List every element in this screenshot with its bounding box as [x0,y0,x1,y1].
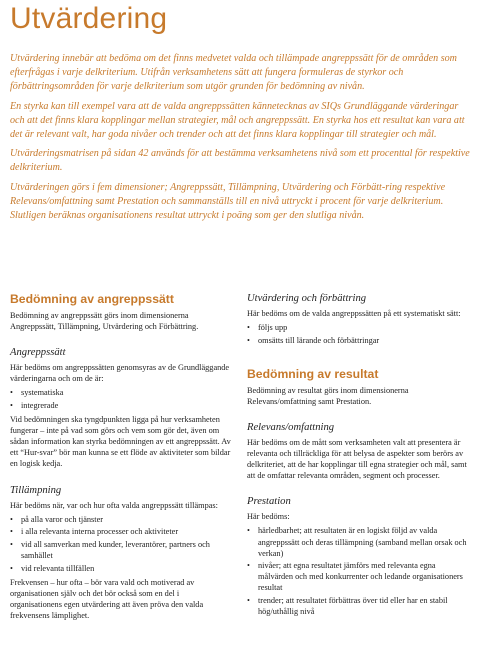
tillampning-text: Här bedöms när, var och hur ofta valda angreppssätt tillämpas: [10,500,218,510]
tillampning-list [10,514,232,574]
subheading-tillampning: Tillämpning [10,484,62,496]
page-title: Utvärdering [10,2,168,35]
section-intro-text: Bedömning av angreppssätt görs inom dimensionerna Angreppssätt, Tillämpning, Utvärdering och Förbättring. [10,311,199,332]
subheading-utvardering: Utvärdering och förbättring [247,293,367,304]
intro-paragraph: Utvärderingsmatrisen på sidan 42 används för att bestämma verksamhetens nivå som ett procenttal för respektive delkriterium. [10,148,470,174]
list-item: • följs upp [247,322,469,333]
tillampning-after-text: Frekvensen – hur ofta – bör vara vald och motiverad av organisationen själv och det bör också som en del i organisationens egen utvärdering att även pröva den valda frekvensens lämplighet. [10,577,204,620]
section-intro-text: Bedömning av resultat görs inom dimensionerna Relevans/omfattning samt Prestation. [247,385,409,406]
angreppssatt-list [10,387,232,411]
section-heading-angreppssatt: Bedömning av angreppssätt [10,292,174,306]
list-item: • i alla relevanta interna processer och aktiviteter [10,526,232,537]
intro-paragraph: Utvärderingen görs i fem dimensioner; Angreppssätt, Tillämpning, Utvärdering och Förbätt-ring respektive Relevans/omfattning samt Prestation och sammanställs till en nivå uttryckt i procent för varje delkriterium. Slutligen beräknas organisationens resultat uttryckt i poäng som ger den slutliga nivån. [10,182,446,222]
prestation-list [247,525,469,617]
relevans-text: Här bedöms om de mått som verksamheten valt att presentera är relevanta och tillräckliga för att belysa de aspekter som berörs av delkriteriet, att de har kopplingar till egna strategier och mål, samt att de omfattar relevanta områden, segment och processer. [247,437,467,481]
angreppssatt-after-text: Vid bedömningen ska tyngdpunkten ligga på hur verksamheten fungerar – inte på vad som görs och vem som gör det, även om sådan information kan styrka bedömningen av ett angreppssätt. Av ett “Hur-svar” bör man kunna se ett flöde av aktiviteter som bildar en logisk kedja. [10,415,231,469]
section-heading-resultat: Bedömning av resultat [247,366,379,381]
subheading-relevans: Relevans/omfattning [247,421,335,433]
angreppssatt-text: Här bedöms om angreppssätten genomsyras av de Grundläggande värderingarna och om de är: [10,363,230,384]
list-item: • omsätts till lärande och förbättringar [247,335,469,346]
intro-paragraph: En styrka kan till exempel vara att de valda angreppssätten kännetecknas av SIQs Grundläggande värderingar och att det finns klara kopplingar mellan strategier, mål och angreppssätt. En styrka hos ett resultat kan vara att det är relevant valt, har goda nivåer och trender och att det finns klara kopplingar till strategier och mål. [10,100,465,140]
subheading-prestation: Prestation [247,496,291,508]
list-item: • på alla varor och tjänster [10,514,232,525]
intro-section [10,52,472,229]
list-item: • vid all samverkan med kunder, leverantörer, partners och samhället [10,539,232,561]
intro-paragraph: Utvärdering innebär att bedöma om det finns medvetet valda och tillämpade angreppssätt för de områden som efterfrågas i varje delkriterium. Utifrån verksamhetens sätt att fungera formuleras de styrkor och förbättringsområden för varje delkriterium som utgör grunden för bedömning av nivån. [10,53,457,92]
list-item: • härledbarhet; att resultaten är en logiskt följd av valda angreppssätt och deras tillämpning (samband mellan orsak och verkan) [247,525,469,558]
subheading-angreppssatt: Angreppssätt [10,347,66,359]
prestation-text: Här bedöms: [247,512,290,522]
list-item: • trender; att resultatet förbättras över tid eller har en stabil hög/uthållig nivå [247,595,469,617]
left-column [10,292,232,624]
list-item: • nivåer; att egna resultatet jämförs med relevanta egna målvärden och med konkurrenter och ledande organisationers resultat [247,560,469,593]
list-item: • integrerade [10,400,232,411]
list-item: • vid relevanta tillfällen [10,563,232,574]
utvardering-text: Här bedöms om de valda angreppssätten på ett systematiskt sätt: [247,309,461,318]
right-column [247,292,469,620]
utvardering-list [247,322,469,346]
list-item: • systematiska [10,387,232,398]
